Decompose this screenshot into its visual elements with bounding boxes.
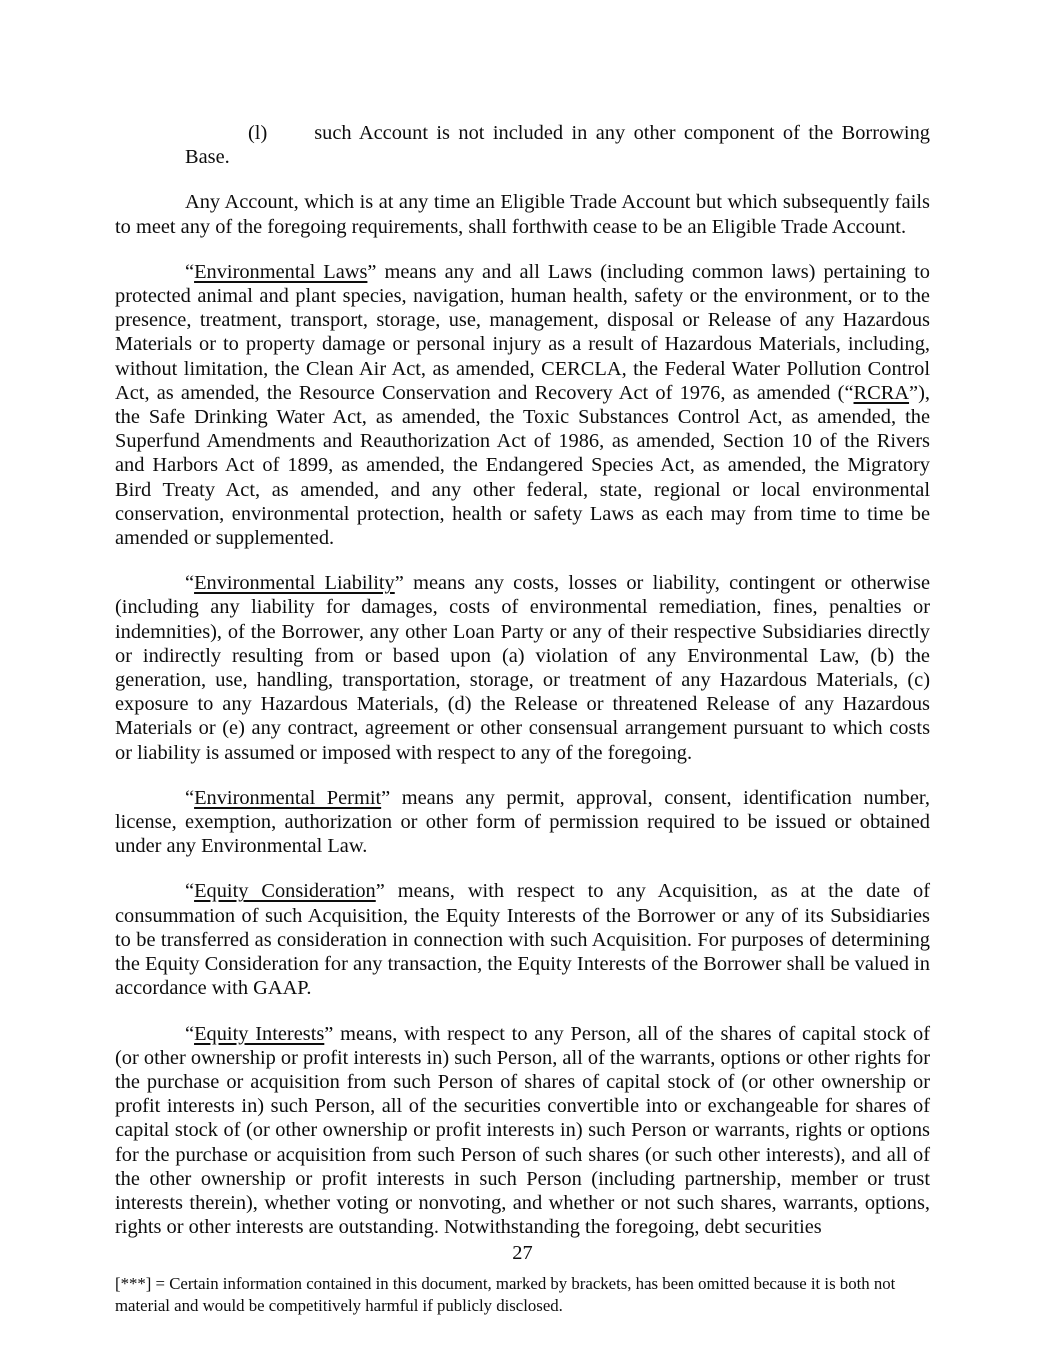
open-quote: “: [185, 1022, 195, 1045]
definition-text: ” means any costs, losses or liability, contingent or otherwise (including any liability for damages, costs of environmental remediation, fines, penalties or indemnities), of the Borrower, any other Loan Party or any of their respective Subsidiaries directly or indirectly resulting from or based upon (a) violation of any Environmental Law, (b) the generation, use, handling, transportation, storage, or treatment of any Hazardous Materials, (c) exposure to any Hazardous Materials, (d) the Release or threatened Release of any Hazardous Materials or (e) any contract, agreement or other consensual arrangement pursuant to which costs or liability is assumed or imposed with respect to any of the foregoing.: [115, 572, 930, 764]
definition-text: ” means, with respect to any Acquisition, as at the date of consummation of such Acquisition, the Equity Interests of the Borrower or any of its Subsidiaries to be transferred as consideration in connection with such Acquisition. For purposes of determining the Equity Consideration for any transaction, the Equity Interests of the Borrower shall be valued in accordance with GAAP.: [115, 880, 930, 1000]
definition-text: ” means, with respect to any Person, all of the shares of capital stock of (or other ownership or profit interests in) such Person, all of the warrants, options or other rights for the purchase or acquisition from such Person of shares of capital stock of (or other ownership or profit interests in) such Person, all of the securities convertible into or exchangeable for shares of capital stock of (or other ownership or profit interests in) such Person or warrants, rights or options for the purchase or acquisition from such Person of such shares (or such other interests), and all of the other ownership or profit interests in such Person (including partnership, member or trust interests therein), whether voting or nonvoting, and whether or not such shares, warrants, options, rights or other interests are outstanding. Notwithstanding the foregoing, debt securities: [115, 1022, 930, 1239]
page-number: 27: [512, 1242, 533, 1265]
paragraph-equity-interests: [115, 1022, 930, 1240]
defined-term-rcra: RCRA: [853, 381, 910, 404]
paragraph-any-account-text: Any Account, which is at any time an Eligible Trade Account but which subsequently fails to meet any of the foregoing requirements, shall forthwith cease to be an Eligible Trade Account.: [115, 191, 930, 238]
paragraph-environmental-laws: [115, 260, 930, 550]
paragraph-clause-l: [185, 121, 930, 169]
paragraph-any-account: [115, 190, 930, 238]
open-quote: “: [185, 572, 195, 595]
paragraph-environmental-liability: [115, 571, 930, 765]
definition-text: ” means any permit, approval, consent, identification number, license, exemption, authorization or other form of permission required to be issued or obtained under any Environmental Law.: [115, 786, 930, 858]
open-quote: “: [185, 786, 195, 809]
defined-term-environmental-liability: Environmental Liability: [194, 572, 395, 595]
paragraph-equity-consideration: [115, 879, 930, 1000]
defined-term-equity-consideration: Equity Consideration: [194, 880, 376, 903]
defined-term-environmental-laws: Environmental Laws: [194, 260, 368, 283]
definition-text: ” means any and all Laws (including common laws) pertaining to protected animal and plant species, navigation, human health, safety or the environment, or to the presence, treatment, transport, storage, use, management, disposal or Release of any Hazardous Materials or to property damage or personal injury as a result of Hazardous Materials, including, without limitation, the Clean Air Act, as amended, CERCLA, the Federal Water Pollution Control Act, as amended, the Resource Conservation and Recovery Act of 1976, as amended (“: [115, 260, 930, 404]
definition-text: ”), the Safe Drinking Water Act, as amended, the Toxic Substances Control Act, as amended, the Superfund Amendments and Reauthorization Act of 1986, as amended, Section 10 of the Rivers and Harbors Act of 1899, as amended, the Endangered Species Act, as amended, the Migratory Bird Treaty Act, as amended, and any other federal, state, regional or local environmental conservation, environmental protection, health or safety Laws as each may from time to time be amended or supplemented.: [115, 381, 930, 550]
defined-term-environmental-permit: Environmental Permit: [194, 786, 382, 809]
open-quote: “: [185, 260, 195, 283]
footnote: [***] = Certain information contained in this document, marked by brackets, has been omitted because it is both not material and would be competitively harmful if publicly disclosed.: [115, 1273, 896, 1315]
clause-text: such Account is not included in any other component of the Borrowing Base.: [185, 122, 930, 169]
paragraph-environmental-permit: [115, 786, 930, 859]
open-quote: “: [185, 880, 195, 903]
defined-term-equity-interests: Equity Interests: [194, 1022, 325, 1045]
clause-label: (l): [248, 122, 268, 144]
